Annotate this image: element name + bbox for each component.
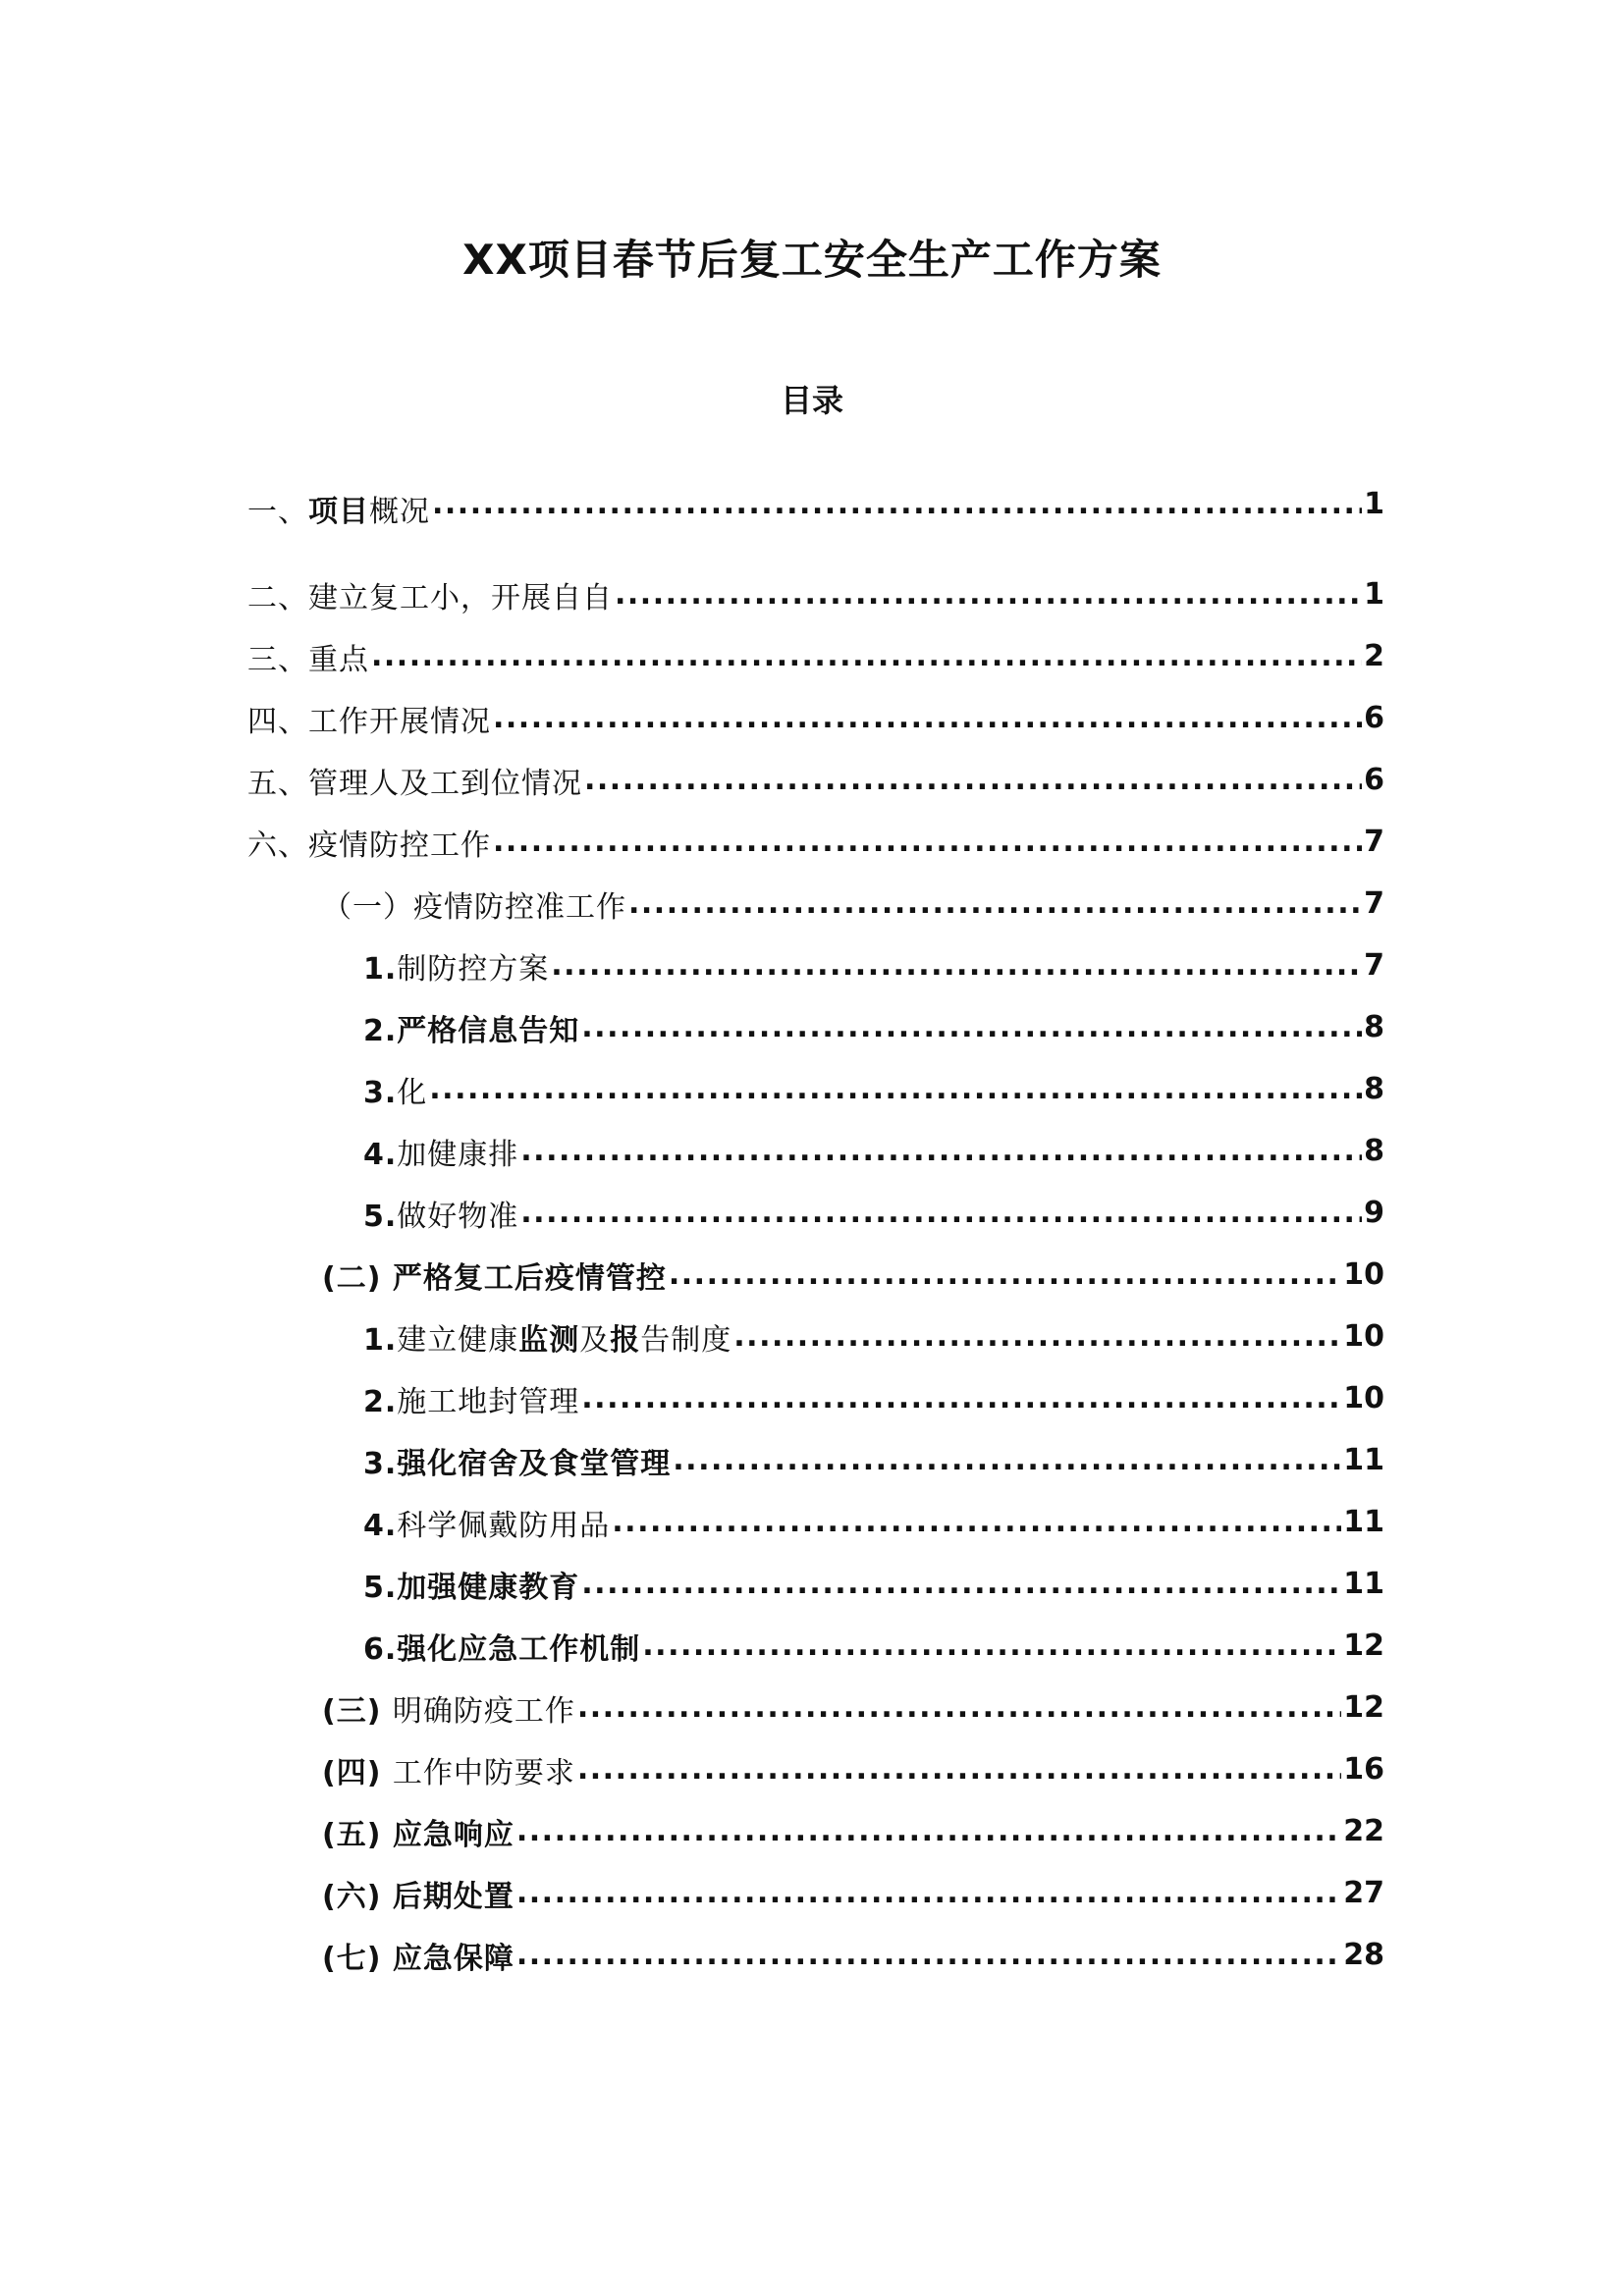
toc-leader-dots xyxy=(516,1814,1341,1848)
toc-page-number: 9 xyxy=(1364,1196,1384,1230)
toc-page-number: 11 xyxy=(1343,1443,1384,1477)
toc-label-segment: 2.严格信息告知 xyxy=(363,1013,580,1048)
toc-label-segment: 六、疫情防控工作 xyxy=(247,828,491,863)
toc-label-segment: (五) 应急响应 xyxy=(322,1817,514,1852)
toc-label-segment: (二) 严格复工后疫情管控 xyxy=(322,1260,667,1296)
table-of-contents xyxy=(247,479,1384,1986)
toc-label-segment: (四) xyxy=(322,1755,393,1790)
toc-label-segment: (七) 应急保障 xyxy=(322,1941,514,1976)
toc-leader-dots xyxy=(429,1072,1362,1106)
toc-leader-dots xyxy=(520,1134,1362,1168)
toc-entry-label xyxy=(363,1501,610,1544)
toc-page-number: 1 xyxy=(1364,487,1384,521)
toc-label-segment: 报 xyxy=(610,1322,641,1358)
toc-label-segment: 5. xyxy=(363,1199,398,1234)
toc-label-segment: 5.加强健康教育 xyxy=(363,1570,580,1605)
toc-entry[interactable] xyxy=(247,996,1384,1058)
toc-entry-label xyxy=(363,1068,427,1111)
toc-label-segment: 四、工作开展情况 xyxy=(247,704,491,739)
toc-leader-dots xyxy=(520,1196,1362,1230)
toc-page-number: 6 xyxy=(1364,701,1384,735)
toc-page-number: 11 xyxy=(1343,1505,1384,1539)
toc-label-segment: (三) xyxy=(322,1693,393,1729)
toc-page-number: 8 xyxy=(1364,1072,1384,1106)
toc-entry-label xyxy=(322,1872,514,1915)
toc-entry[interactable] xyxy=(247,1182,1384,1244)
toc-entry-label xyxy=(247,821,491,864)
toc-entry[interactable] xyxy=(247,1120,1384,1182)
toc-page-number: 2 xyxy=(1364,639,1384,673)
toc-leader-dots xyxy=(581,1010,1362,1044)
toc-label-segment: 科学佩戴防用品 xyxy=(397,1508,611,1543)
toc-page-number: 6 xyxy=(1364,763,1384,797)
toc-page-number: 1 xyxy=(1364,577,1384,612)
toc-leader-dots xyxy=(432,487,1362,521)
toc-entry-label xyxy=(322,1934,514,1977)
toc-page-number: 10 xyxy=(1343,1381,1384,1415)
document-title: XX项目春节后复工安全生产工作方案 xyxy=(462,236,1162,284)
toc-entry-label xyxy=(247,487,430,530)
toc-label-segment: 4. xyxy=(363,1508,398,1543)
toc-leader-dots xyxy=(642,1629,1341,1663)
toc-leader-dots xyxy=(581,1567,1341,1601)
toc-label-segment: 做好物准 xyxy=(397,1199,519,1234)
toc-page-number: 28 xyxy=(1343,1938,1384,1972)
toc-entry[interactable] xyxy=(247,1677,1384,1738)
toc-entry-label xyxy=(363,1563,579,1606)
toc-leader-dots xyxy=(516,1876,1341,1910)
toc-entry[interactable] xyxy=(247,1615,1384,1677)
toc-entry[interactable] xyxy=(247,479,1384,563)
toc-label-segment: 告制度 xyxy=(640,1322,732,1358)
toc-page-number: 7 xyxy=(1364,886,1384,921)
toc-label-segment: 3.强化宿舍及食堂管理 xyxy=(363,1446,672,1481)
toc-entry[interactable] xyxy=(247,811,1384,873)
toc-label-segment: 1. xyxy=(363,951,398,987)
toc-entry-label xyxy=(247,759,582,802)
toc-page-number: 10 xyxy=(1343,1257,1384,1292)
toc-entry-label xyxy=(363,1625,640,1668)
toc-label-segment: 监测 xyxy=(518,1322,580,1358)
toc-leader-dots xyxy=(577,1752,1341,1787)
toc-entry[interactable] xyxy=(247,1553,1384,1615)
toc-entry[interactable] xyxy=(247,687,1384,749)
toc-label-segment: 3. xyxy=(363,1075,398,1110)
toc-label-segment: 制防控方案 xyxy=(397,951,550,987)
toc-leader-dots xyxy=(669,1257,1341,1292)
toc-page-number: 7 xyxy=(1364,825,1384,859)
toc-label-segment: （一）疫情防控准工作 xyxy=(322,889,626,925)
toc-label-segment: 二、建立复工小，开展自自 xyxy=(247,580,613,615)
toc-leader-dots xyxy=(551,948,1362,983)
toc-page-number: 22 xyxy=(1343,1814,1384,1848)
toc-entry-label xyxy=(247,697,491,740)
toc-entry-label xyxy=(247,573,613,616)
toc-label-segment: 明确防疫工作 xyxy=(392,1693,575,1729)
toc-entry-label xyxy=(322,1810,514,1853)
toc-label-segment: 4. xyxy=(363,1137,398,1172)
toc-entry-label xyxy=(363,1315,731,1359)
toc-page-number: 11 xyxy=(1343,1567,1384,1601)
toc-entry-label xyxy=(322,1686,575,1730)
toc-entry[interactable] xyxy=(247,1738,1384,1800)
toc-label-segment: 及 xyxy=(579,1322,611,1358)
toc-leader-dots xyxy=(493,701,1362,735)
toc-leader-dots xyxy=(493,825,1362,859)
toc-entry[interactable] xyxy=(247,625,1384,687)
toc-label-segment: 一、 xyxy=(247,495,308,529)
toc-label-segment: (六) 后期处置 xyxy=(322,1879,514,1914)
toc-entry-label xyxy=(363,1130,518,1173)
toc-leader-dots xyxy=(673,1443,1341,1477)
toc-page-number: 8 xyxy=(1364,1010,1384,1044)
toc-entry-label xyxy=(322,882,626,926)
toc-entry-label xyxy=(363,944,549,988)
toc-entry[interactable] xyxy=(247,1244,1384,1306)
toc-entry-label xyxy=(363,1377,579,1420)
toc-page-number: 7 xyxy=(1364,948,1384,983)
toc-page-number: 27 xyxy=(1343,1876,1384,1910)
toc-leader-dots xyxy=(733,1319,1341,1354)
toc-label-segment: 工作中防要求 xyxy=(392,1755,575,1790)
toc-leader-dots xyxy=(516,1938,1341,1972)
toc-page-number: 10 xyxy=(1343,1319,1384,1354)
toc-entry-label xyxy=(247,635,369,678)
toc-entry[interactable] xyxy=(247,1058,1384,1120)
toc-entry[interactable] xyxy=(247,1306,1384,1367)
toc-label-segment: 三、重点 xyxy=(247,642,369,677)
toc-label-segment: 建立健康 xyxy=(397,1322,519,1358)
toc-entry[interactable] xyxy=(247,749,1384,811)
toc-page-number: 8 xyxy=(1364,1134,1384,1168)
toc-leader-dots xyxy=(577,1690,1341,1725)
toc-page-number: 12 xyxy=(1343,1690,1384,1725)
toc-label-segment: 概况 xyxy=(369,495,430,529)
toc-entry-label xyxy=(322,1254,667,1297)
toc-entry[interactable] xyxy=(247,1800,1384,1862)
toc-label-segment: 项目 xyxy=(308,495,369,529)
toc-entry[interactable] xyxy=(247,1367,1384,1429)
toc-page-number: 16 xyxy=(1343,1752,1384,1787)
toc-label-segment: 1. xyxy=(363,1322,398,1358)
toc-heading: 目录 xyxy=(780,382,843,419)
toc-label-segment: 施工地封管理 xyxy=(397,1384,580,1419)
toc-page-number: 12 xyxy=(1343,1629,1384,1663)
toc-leader-dots xyxy=(612,1505,1341,1539)
toc-label-segment: 五、管理人及工到位情况 xyxy=(247,766,582,801)
toc-entry[interactable] xyxy=(247,1429,1384,1491)
toc-leader-dots xyxy=(581,1381,1341,1415)
toc-label-segment: 6.强化应急工作机制 xyxy=(363,1631,641,1667)
toc-label-segment: 2. xyxy=(363,1384,398,1419)
toc-leader-dots xyxy=(628,886,1362,921)
toc-entry[interactable] xyxy=(247,934,1384,996)
toc-label-segment: 化 xyxy=(397,1075,428,1110)
toc-entry[interactable] xyxy=(247,563,1384,625)
toc-entry-label xyxy=(363,1006,579,1049)
toc-entry[interactable] xyxy=(247,1491,1384,1553)
toc-entry-label xyxy=(363,1192,518,1235)
toc-label-segment: 加健康排 xyxy=(397,1137,519,1172)
toc-entry[interactable] xyxy=(247,1924,1384,1986)
toc-entry-label xyxy=(322,1748,575,1791)
toc-leader-dots xyxy=(584,763,1362,797)
toc-leader-dots xyxy=(615,577,1362,612)
toc-entry-label xyxy=(363,1439,671,1482)
toc-entry[interactable] xyxy=(247,1862,1384,1924)
toc-entry[interactable] xyxy=(247,873,1384,934)
toc-leader-dots xyxy=(371,639,1362,673)
